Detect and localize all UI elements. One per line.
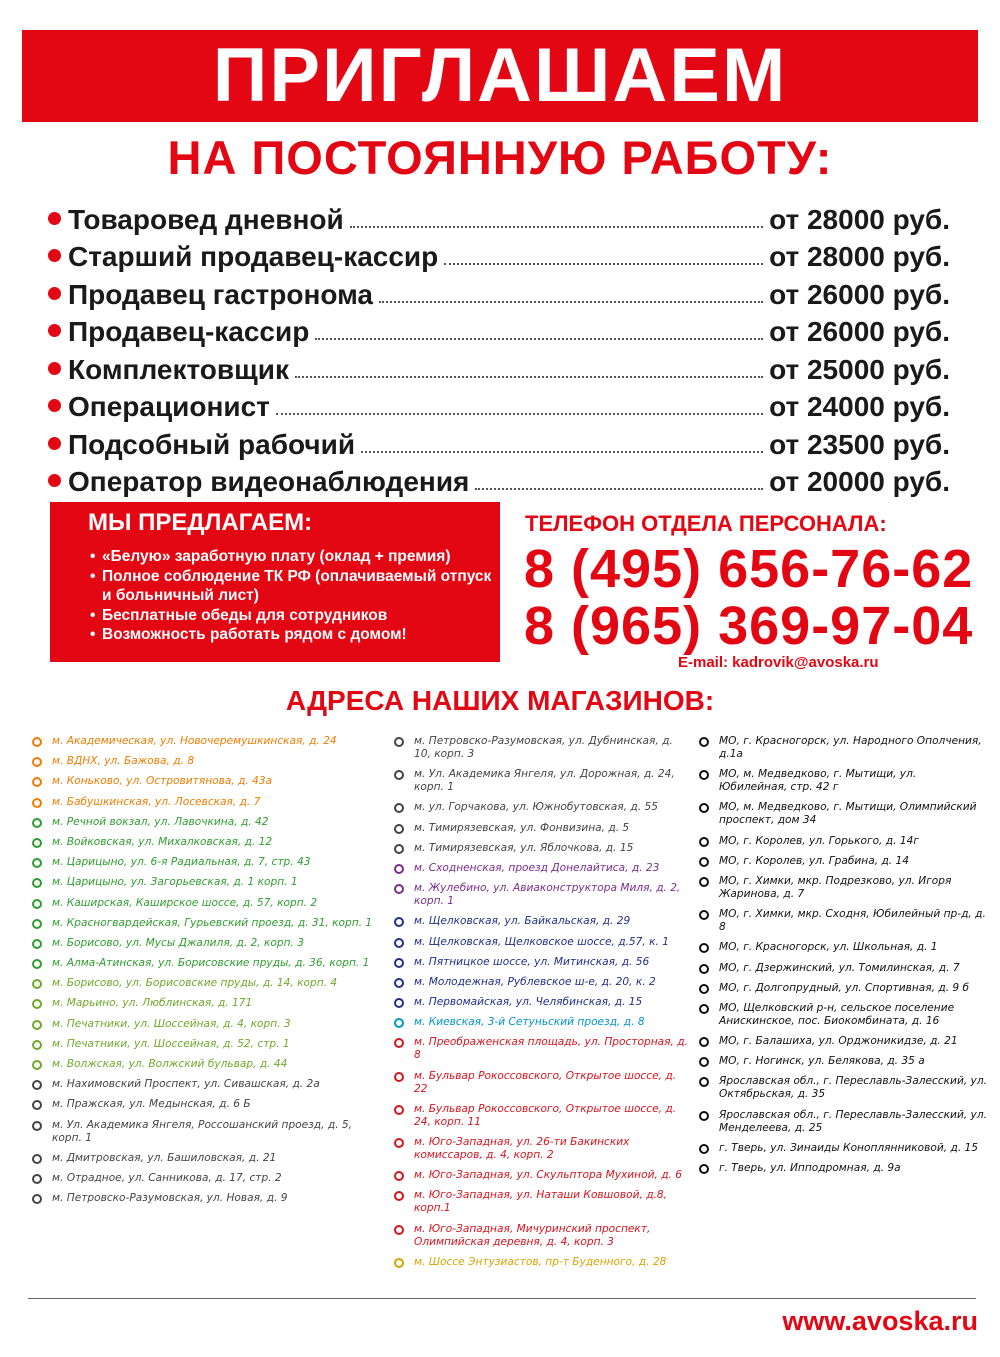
page-subtitle: НА ПОСТОЯННУЮ РАБОТУ: (167, 131, 833, 184)
store-address: МО, г. Красногорск, ул. Школьная, д. 1 (697, 941, 987, 954)
dotted-leader (475, 488, 763, 490)
page-title: ПРИГЛАШАЕМ (212, 33, 788, 118)
store-address: м. Царицыно, ул. 6-я Радиальная, д. 7, стр. 43 (30, 856, 380, 869)
offer-item: • Бесплатные обеды для сотрудников (90, 606, 495, 626)
vacancy-row (48, 459, 950, 497)
vacancy-row (48, 309, 950, 347)
offer-box (50, 502, 500, 662)
offer-title: МЫ ПРЕДЛАГАЕМ: (88, 509, 313, 536)
bullet-icon (48, 324, 61, 337)
store-address: м. Коньково, ул. Островитянова, д. 43а (30, 775, 380, 788)
store-address: м. Щелковская, ул. Байкальская, д. 29 (392, 915, 692, 928)
store-address: м. Шоссе Энтузиастов, пр-т Буденного, д. 28 (392, 1256, 692, 1269)
store-address: МО, г. Химки, мкр. Сходня, Юбилейный пр-д, д. 8 (697, 908, 987, 934)
store-address: м. Борисово, ул. Мусы Джалиля, д. 2, корп. 3 (30, 937, 380, 950)
store-address: м. Каширская, Каширское шоссе, д. 57, корп. 2 (30, 897, 380, 910)
dotted-leader (444, 263, 763, 265)
vacancy-salary: от 20000 руб. (769, 466, 950, 497)
store-address: г. Тверь, ул. Зинаиды Коноплянниковой, д. 15 (697, 1142, 987, 1155)
vacancy-title: Оператор видеонаблюдения (68, 466, 470, 497)
vacancy-title: Продавец-кассир (68, 316, 310, 347)
offer-item: • Полное соблюдение ТК РФ (оплачиваемый отпуск и больничный лист) (90, 567, 495, 606)
bullet-icon (48, 212, 61, 225)
bullet-icon (48, 249, 61, 262)
store-address: м. Сходненская, проезд Донелайтиса, д. 23 (392, 862, 692, 875)
store-address: м. Бульвар Рокоссовского, Открытое шоссе, д. 24, корп. 11 (392, 1103, 692, 1129)
store-address: м. Марьино, ул. Люблинская, д. 171 (30, 997, 380, 1010)
store-address: м. Бабушкинская, ул. Лосевская, д. 7 (30, 796, 380, 809)
store-address: м. Петровско-Разумовская, ул. Дубнинская, д. 10, корп. 3 (392, 735, 692, 761)
vacancy-title: Комплектовщик (68, 353, 289, 385)
store-address: м. Войковская, ул. Михалковская, д. 12 (30, 836, 380, 849)
store-address: м. Молодежная, Рублевское ш-е, д. 20, к. 2 (392, 976, 692, 989)
store-address: м. Речной вокзал, ул. Лавочкина, д. 42 (30, 816, 380, 829)
store-address: м. Царицыно, ул. Загорьевская, д. 1 корп. 1 (30, 876, 380, 889)
vacancy-salary: от 28000 руб. (769, 203, 950, 235)
vacancy-row (48, 384, 950, 422)
store-address: м. Юго-Западная, ул. Наташи Ковшовой, д.8, корп.1 (392, 1189, 692, 1215)
store-address: МО, г. Ногинск, ул. Белякова, д. 35 а (697, 1055, 987, 1068)
store-address: м. Первомайская, ул. Челябинская, д. 15 (392, 996, 692, 1009)
store-address: м. Юго-Западная, ул. 26-ти Бакинских комиссаров, д. 4, корп. 2 (392, 1136, 692, 1162)
vacancy-title: Продавец гастронома (68, 278, 374, 310)
store-address: МО, г. Дзержинский, ул. Томилинская, д. 7 (697, 962, 987, 975)
store-address: м. Щелковская, Щелковское шоссе, д.57, к. 1 (392, 936, 692, 949)
footer-divider (28, 1298, 976, 1299)
vacancy-row (48, 421, 950, 459)
store-address: МО, г. Балашиха, ул. Орджоникидзе, д. 21 (697, 1035, 987, 1048)
store-address: МО, г. Королев, ул. Горького, д. 14г (697, 835, 987, 848)
store-address: м. Тимирязевская, ул. Фонвизина, д. 5 (392, 822, 692, 835)
dotted-leader (379, 301, 763, 303)
store-address: Ярославская обл., г. Переславль-Залесский, ул. Менделеева, д. 25 (697, 1109, 987, 1135)
vacancy-row (48, 234, 950, 272)
store-address: м. Пятницкое шоссе, ул. Митинская, д. 56 (392, 956, 692, 969)
vacancy-salary: от 24000 руб. (769, 391, 950, 422)
dotted-leader (350, 226, 763, 228)
store-address: м. ул. Горчакова, ул. Южнобутовская, д. 55 (392, 801, 692, 814)
store-address: м. Жулебино, ул. Авиаконструктора Миля, д. 2, корп. 1 (392, 882, 692, 908)
header-banner (22, 30, 978, 122)
email-link[interactable]: E-mail: kadrovik@avoska.ru (678, 654, 879, 671)
store-address: м. Преображенская площадь, ул. Просторная, д. 8 (392, 1036, 692, 1062)
store-address: м. Борисово, ул. Борисовские пруды, д. 14, корп. 4 (30, 977, 380, 990)
store-address: м. ВДНХ, ул. Бажова, д. 8 (30, 755, 380, 768)
website-link[interactable]: www.avoska.ru (782, 1306, 978, 1336)
vacancy-title: Подсобный рабочий (68, 428, 356, 460)
hr-phone-label: ТЕЛЕФОН ОТДЕЛА ПЕРСОНАЛА: (525, 511, 887, 536)
offer-item: • Возможность работать рядом с домом! (90, 625, 495, 645)
offer-item: • «Белую» заработную плату (оклад + премия) (90, 547, 495, 567)
vacancy-title: Старший продавец-кассир (68, 241, 439, 272)
store-address: МО, г. Красногорск, ул. Народного Ополчения, д.1а (697, 735, 987, 761)
vacancy-title: Операционист (68, 391, 270, 422)
bullet-icon (48, 287, 61, 300)
store-address: МО, м. Медведково, г. Мытищи, ул. Юбилейная, стр. 42 г (697, 768, 987, 794)
dotted-leader (315, 338, 763, 340)
address-column-moscow-1 (30, 735, 380, 1212)
store-address: м. Пражская, ул. Медынская, д. 6 Б (30, 1098, 380, 1111)
vacancy-title: Товаровед дневной (68, 203, 344, 235)
store-address: м. Юго-Западная, Мичуринский проспект, Олимпийская деревня, д. 4, корп. 3 (392, 1223, 692, 1249)
address-column-moscow-2 (392, 735, 692, 1276)
vacancy-salary: от 28000 руб. (769, 241, 950, 272)
store-address: м. Ул. Академика Янгеля, ул. Дорожная, д. 24, корп. 1 (392, 768, 692, 794)
vacancy-salary: от 25000 руб. (769, 353, 950, 385)
store-address: МО, г. Химки, мкр. Подрезково, ул. Игоря Жаринова, д. 7 (697, 875, 987, 901)
store-address: м. Бульвар Рокоссовского, Открытое шоссе, д. 22 (392, 1070, 692, 1096)
store-address: м. Ул. Академика Янгеля, Россошанский проезд, д. 5, корп. 1 (30, 1119, 380, 1145)
store-address: м. Печатники, ул. Шоссейная, д. 52, стр. 1 (30, 1038, 380, 1051)
dotted-leader (295, 376, 763, 378)
phone-1[interactable]: 8 (495) 656-76-62 (524, 539, 974, 599)
offer-list (90, 547, 495, 645)
store-address: м. Петровско-Разумовская, ул. Новая, д. 9 (30, 1192, 380, 1205)
bullet-icon (48, 362, 61, 375)
store-address: МО, Щелковский р-н, сельское поселение Анискинское, пос. Биокомбината, д. 16 (697, 1002, 987, 1028)
store-address: м. Отрадное, ул. Санникова, д. 17, стр. 2 (30, 1172, 380, 1185)
store-address: м. Волжская, ул. Волжский бульвар, д. 44 (30, 1058, 380, 1071)
addresses-title: АДРЕСА НАШИХ МАГАЗИНОВ: (285, 685, 715, 716)
vacancy-salary: от 26000 руб. (769, 316, 950, 347)
vacancy-row (48, 271, 950, 309)
store-address: МО, г. Королев, ул. Грабина, д. 14 (697, 855, 987, 868)
bullet-icon (48, 399, 61, 412)
store-address: г. Тверь, ул. Ипподромная, д. 9а (697, 1162, 987, 1175)
store-address: м. Красногвардейская, Гурьевский проезд, д. 31, корп. 1 (30, 917, 380, 930)
bullet-icon (48, 474, 61, 487)
store-address: м. Алма-Атинская, ул. Борисовские пруды, д. 36, корп. 1 (30, 957, 380, 970)
store-address: МО, м. Медведково, г. Мытищи, Олимпийский проспект, дом 34 (697, 801, 987, 827)
vacancy-row (48, 346, 950, 384)
store-address: м. Дмитровская, ул. Башиловская, д. 21 (30, 1152, 380, 1165)
store-address: Ярославская обл., г. Переславль-Залесский, ул. Октябрьская, д. 35 (697, 1075, 987, 1101)
store-address: м. Нахимовский Проспект, ул. Сивашская, д. 2а (30, 1078, 380, 1091)
vacancy-salary: от 23500 руб. (769, 428, 950, 460)
phone-2[interactable]: 8 (965) 369-97-04 (524, 596, 974, 656)
store-address: м. Киевская, 3-й Сетуньский проезд, д. 8 (392, 1016, 692, 1029)
store-address: м. Академическая, ул. Новочеремушкинская, д. 24 (30, 735, 380, 748)
dotted-leader (276, 413, 763, 415)
store-address: МО, г. Долгопрудный, ул. Спортивная, д. 9 б (697, 982, 987, 995)
dotted-leader (361, 451, 763, 453)
store-address: м. Юго-Западная, ул. Скульптора Мухиной, д. 6 (392, 1169, 692, 1182)
store-address: м. Печатники, ул. Шоссейная, д. 4, корп. 3 (30, 1018, 380, 1031)
bullet-icon (48, 437, 61, 450)
address-column-region (697, 735, 987, 1182)
store-address: м. Тимирязевская, ул. Яблочкова, д. 15 (392, 842, 692, 855)
vacancy-row (48, 196, 950, 234)
vacancy-salary: от 26000 руб. (769, 278, 950, 310)
vacancy-list (48, 196, 950, 496)
